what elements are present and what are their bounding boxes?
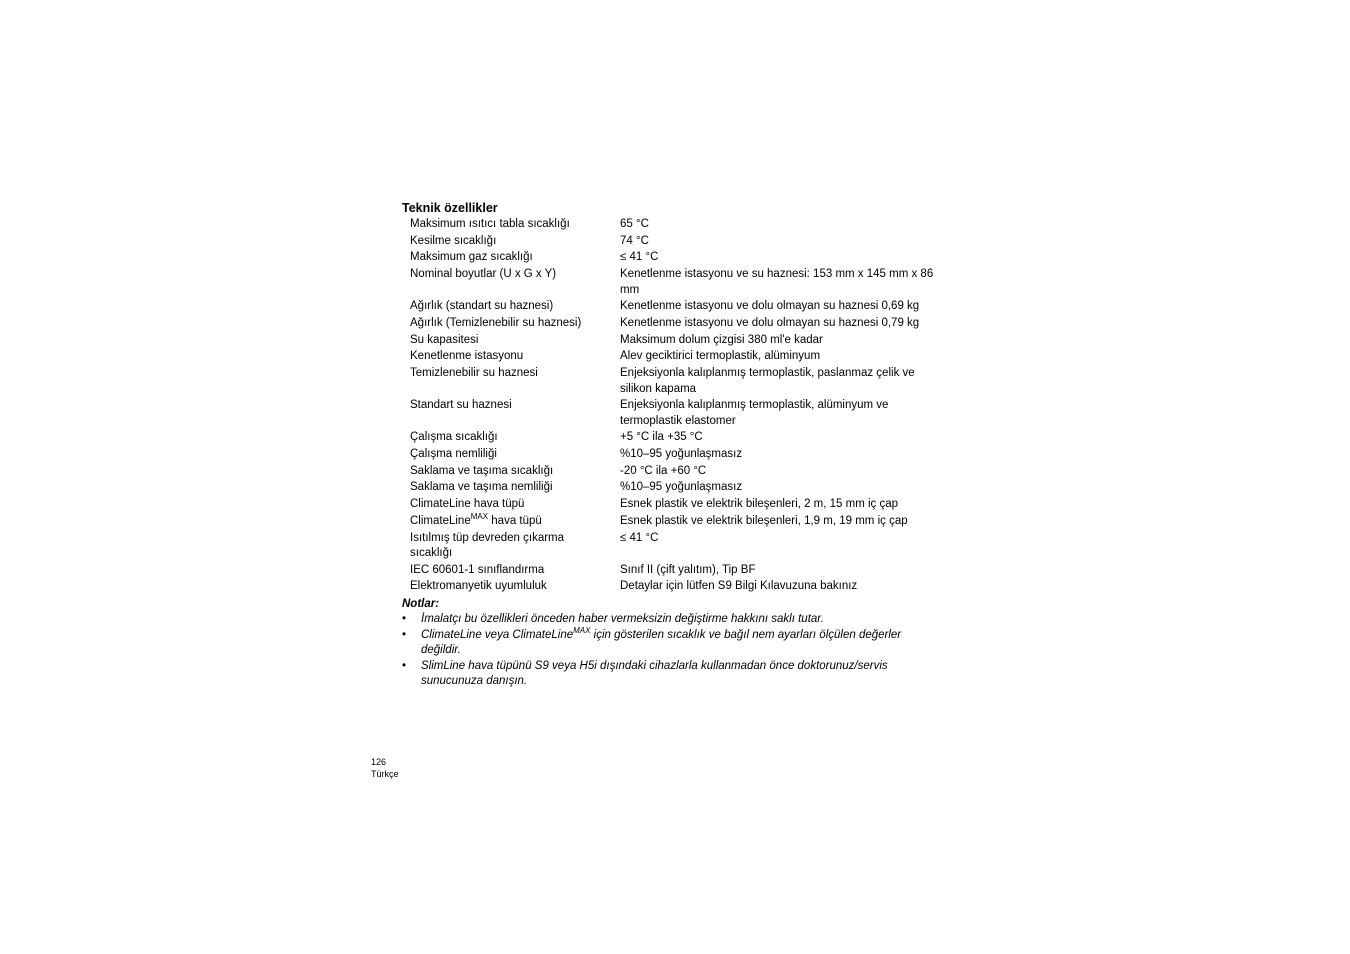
spec-label: Maksimum ısıtıcı tabla sıcaklığı <box>410 218 570 230</box>
spec-value: Sınıf II (çift yalıtım), Tip BF <box>620 563 756 576</box>
bullet: • <box>402 628 407 641</box>
bullet: • <box>402 659 407 672</box>
spec-value: %10–95 yoğunlaşmasız <box>620 481 743 494</box>
spec-label: Saklama ve taşıma nemliliği <box>410 481 553 494</box>
list-item <box>402 625 941 659</box>
table-row <box>410 349 938 366</box>
spec-value: Kenetlenme istasyonu ve dolu olmayan su haznesi 0,79 kg <box>620 316 920 329</box>
list-item <box>402 659 941 690</box>
spec-value: 74 °C <box>620 234 649 247</box>
spec-value: +5 °C ila +35 °C <box>620 431 703 444</box>
spec-label: Maksimum gaz sıcaklığı <box>410 251 533 264</box>
note-text: için gösterilen sıcaklık ve bağıl nem ayarları ölçülen değerler değildir. <box>421 628 902 657</box>
table-row <box>410 398 938 430</box>
spec-value: ≤ 41 °C <box>620 531 659 544</box>
table-row <box>410 316 938 333</box>
footer-language: Türkçe <box>371 769 399 779</box>
table-row <box>410 217 938 234</box>
spec-value: Detaylar için lütfen S9 Bilgi Kılavuzuna bakınız <box>620 580 858 593</box>
spec-section <box>402 200 962 690</box>
spec-label: Ağırlık (standart su haznesi) <box>410 300 554 313</box>
max-superscript: MAX <box>573 625 591 635</box>
table-row <box>410 563 938 580</box>
spec-value: Alev geciktirici termoplastik, alüminyum <box>620 350 821 363</box>
page-footer <box>371 756 399 780</box>
spec-value: Enjeksiyonla kalıplanmış termoplastik, alüminyum ve termoplastik elastomer <box>620 399 889 427</box>
spec-label <box>410 511 620 531</box>
spec-value: 65 °C <box>620 218 649 230</box>
max-superscript: MAX <box>470 511 489 521</box>
note-text: İmalatçı bu özellikleri önceden haber vermeksizin değiştirme hakkını saklı tutar. <box>421 613 824 626</box>
table-row <box>410 531 938 563</box>
spec-value: %10–95 yoğunlaşmasız <box>620 448 743 461</box>
spec-label: Standart su haznesi <box>410 399 512 412</box>
bullet: • <box>402 613 407 626</box>
table-row <box>410 464 938 481</box>
note-text: ClimateLine veya ClimateLine <box>421 628 574 641</box>
page-number: 126 <box>371 757 387 767</box>
table-row <box>410 514 938 531</box>
spec-label: Elektromanyetik uyumluluk <box>410 580 547 593</box>
spec-label: ClimateLine hava tüpü <box>410 498 525 511</box>
label-text: hava tüpü <box>488 514 542 527</box>
table-row <box>410 430 938 447</box>
table-row <box>410 497 938 514</box>
label-text: ClimateLine <box>410 514 471 527</box>
spec-value: Kenetlenme istasyonu ve su haznesi: 153 mm x 145 mm x 86 mm <box>620 268 934 296</box>
table-row <box>410 579 938 596</box>
spec-value: Esnek plastik ve elektrik bileşenleri, 1,9 m, 19 mm iç çap <box>620 514 908 527</box>
note-text: SlimLine hava tüpünü S9 veya H5i dışındaki cihazlarla kullanmadan önce doktorunuz/servis sunucunuza danışın. <box>421 659 888 688</box>
spec-label: Ağırlık (Temizlenebilir su haznesi) <box>410 316 582 329</box>
spec-table <box>410 217 938 596</box>
list-item <box>402 612 941 628</box>
spec-label: Kesilme sıcaklığı <box>410 234 497 247</box>
spec-label: Su kapasitesi <box>410 333 479 346</box>
notes-list <box>402 612 962 690</box>
table-row <box>410 234 938 251</box>
spec-value: Maksimum dolum çizgisi 380 ml'e kadar <box>620 333 823 346</box>
spec-value: Esnek plastik ve elektrik bileşenleri, 2 m, 15 mm iç çap <box>620 498 899 511</box>
table-row <box>410 333 938 350</box>
notes-title: Notlar: <box>402 598 440 611</box>
spec-label: IEC 60601-1 sınıflandırma <box>410 563 545 576</box>
table-row <box>410 447 938 464</box>
spec-value: -20 °C ila +60 °C <box>620 464 707 477</box>
table-row <box>410 250 938 267</box>
spec-value: Kenetlenme istasyonu ve dolu olmayan su haznesi 0,69 kg <box>620 300 920 313</box>
spec-value: Enjeksiyonla kalıplanmış termoplastik, paslanmaz çelik ve silikon kapama <box>620 367 915 395</box>
spec-value: ≤ 41 °C <box>620 251 659 264</box>
table-row <box>410 267 938 299</box>
spec-label: Çalışma nemliliği <box>410 448 497 461</box>
spec-label: Çalışma sıcaklığı <box>410 431 498 444</box>
spec-label: Nominal boyutlar (U x G x Y) <box>410 268 557 281</box>
spec-label: Kenetlenme istasyonu <box>410 350 524 363</box>
table-row <box>410 366 938 398</box>
spec-label: Temizlenebilir su haznesi <box>410 367 538 379</box>
section-heading: Teknik özellikler <box>402 201 498 215</box>
spec-label: Saklama ve taşıma sıcaklığı <box>410 464 554 477</box>
table-row <box>410 480 938 497</box>
table-row <box>410 299 938 316</box>
spec-label: Isıtılmış tüp devreden çıkarma sıcaklığı <box>410 531 565 559</box>
